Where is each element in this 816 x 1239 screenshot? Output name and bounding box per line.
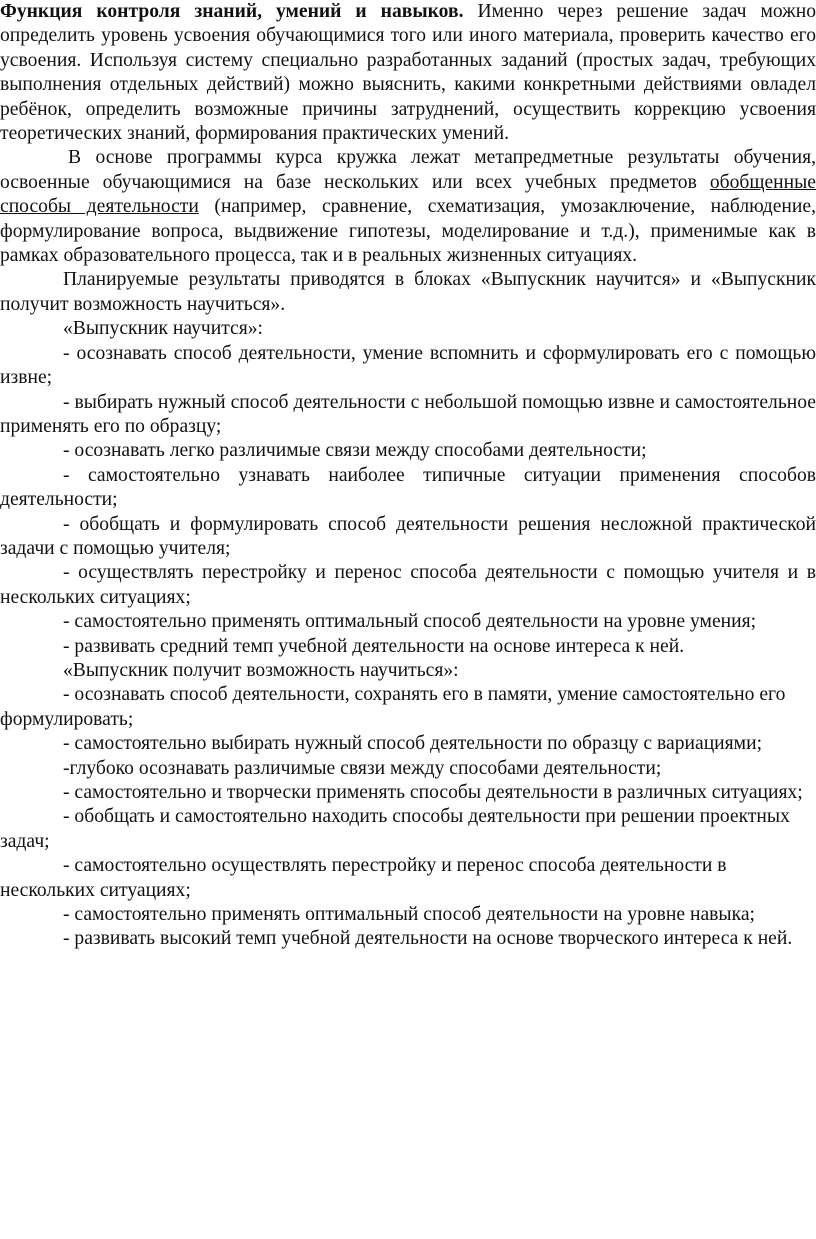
list-item: - самостоятельно применять оптимальный способ деятельности на уровне умения; [63, 611, 757, 633]
paragraph-program-basis [0, 146, 816, 268]
list-item: - развивать высокий темп учебной деятельности на основе творческого интереса к ней. [63, 928, 793, 950]
paragraph-bold-lead: Функция контроля знаний, умений и навыков. [0, 1, 464, 22]
list-item: - осознавать способ деятельности, сохранять его в памяти, умение самостоятельно его формулировать; [0, 684, 786, 730]
list-item: - самостоятельно применять оптимальный способ деятельности на уровне навыка; [63, 904, 755, 926]
section-heading-will-learn: «Выпускник научится»: [63, 318, 263, 340]
list-item: - самостоятельно выбирать нужный способ деятельности по образцу с вариациями; [63, 733, 763, 755]
list-item: - самостоятельно узнавать наиболее типичные ситуации применения способов деятельности; [0, 464, 816, 511]
paragraph-planned-results: Планируемые результаты приводятся в блоках «Выпускник научится» и «Выпускник получит возможность научиться». [0, 269, 816, 315]
paragraph-knowledge-control [0, 0, 816, 146]
list-item: -глубоко осознавать различимые связи между способами деятельности; [63, 757, 662, 779]
list-item: - обобщать и самостоятельно находить способы деятельности при решении проектных задач; [0, 806, 790, 852]
list-item: - осознавать способ деятельности, умение вспомнить и сформулировать его с помощью извне; [0, 342, 816, 389]
list-item: - самостоятельно осуществлять перестройку и перенос способа деятельности в нескольких ситуациях; [0, 855, 727, 901]
section-heading-opportunity: «Выпускник получит возможность научиться»: [63, 659, 459, 681]
list-item: - осознавать легко различимые связи между способами деятельности; [63, 440, 647, 462]
paragraph-text-before: В основе программы курса кружка лежат метапредметные результаты обучения, освоенные обучающимися на базе нескольких или всех учебных предметов [0, 147, 816, 193]
paragraph-text: Именно через решение задач можно определить уровень усвоения обучающимися того или иного материала, проверить качество его усвоения. Используя систему специально разработанных заданий (простых задач, требующих выполнения отдельных действий) можно выяснить, какими конкретными действиями овладел ребёнок, определить возможные причины затруднений, осуществить коррекцию усвоения теоретических знаний, формирования практических умений. [0, 1, 816, 145]
list-item: - развивать средний темп учебной деятельности на основе интереса к ней. [63, 635, 685, 657]
list-item: - обобщать и формулировать способ деятельности решения несложной практической задачи с помощью учителя; [0, 513, 816, 559]
list-item: - осуществлять перестройку и перенос способа деятельности с помощью учителя и в нескольких ситуациях; [0, 562, 816, 608]
paragraph-text-after: (например, сравнение, схематизация, умозаключение, наблюдение, формулирование вопроса, выдвижение гипотезы, моделирование и т.д.), применимые как в рамках образовательного процесса, так и в реальных жизненных ситуациях. [0, 196, 816, 267]
list-item: - выбирать нужный способ деятельности с небольшой помощью извне и самостоятельное применять его по образцу; [0, 391, 816, 437]
underlined-term: обобщенные способы деятельности [0, 171, 816, 218]
list-item: - самостоятельно и творчески применять способы деятельности в различных ситуациях; [63, 782, 803, 803]
